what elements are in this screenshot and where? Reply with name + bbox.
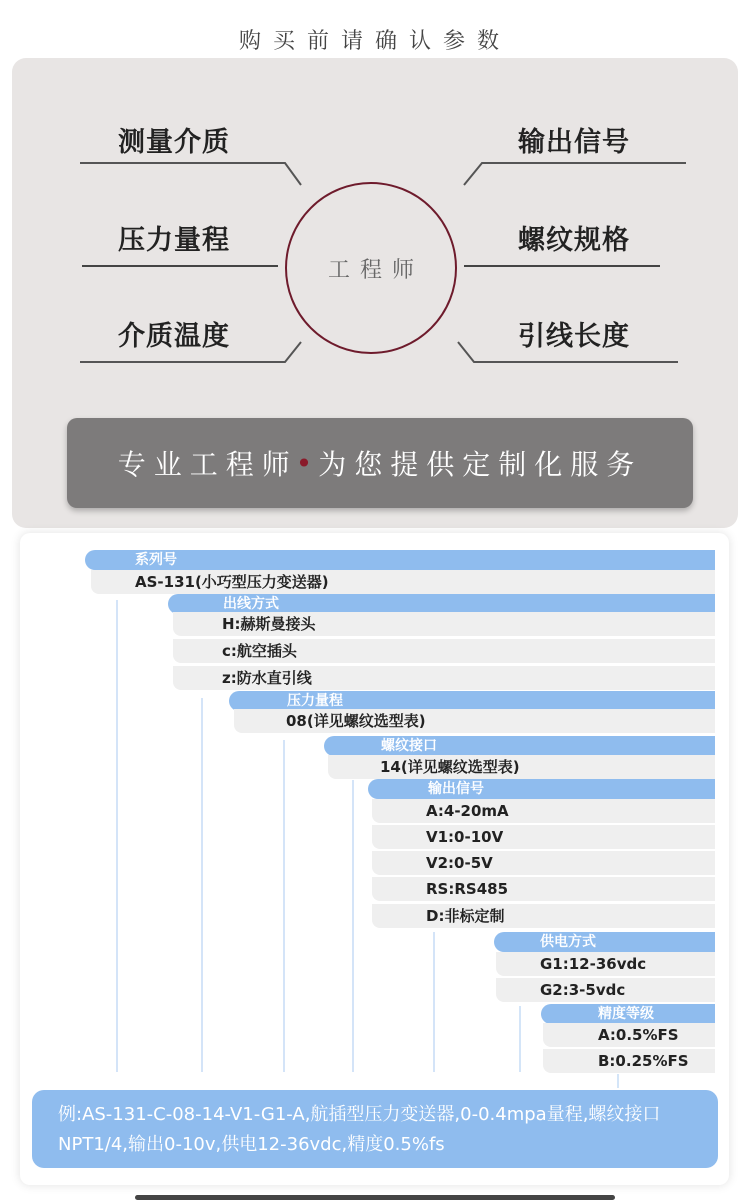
option-power-1: G2:3-5vdc <box>496 978 715 1002</box>
header-wiring: 出线方式 <box>168 594 715 614</box>
line-output-signal <box>464 163 686 185</box>
param-pressure-range: 压力量程 <box>118 225 230 256</box>
header-output-signal: 输出信号 <box>368 779 715 799</box>
option-wiring-1: c:航空插头 <box>173 639 715 663</box>
param-medium-temperature: 介质温度 <box>118 321 230 352</box>
option-power-0: G1:12-36vdc <box>496 952 715 976</box>
option-wiring-0: H:赫斯曼接头 <box>173 612 715 636</box>
header-thread: 螺纹接口 <box>324 736 715 756</box>
engineer-label: 工程师 <box>327 257 424 283</box>
option-accuracy-0: A:0.5%FS <box>543 1023 715 1047</box>
option-thread-0: 14(详见螺纹选型表) <box>328 755 715 779</box>
option-output-0: A:4-20mA <box>372 799 715 823</box>
option-output-4: D:非标定制 <box>372 904 715 928</box>
example-box <box>32 1090 718 1168</box>
banner-right-text: 为您提供定制化服务 <box>318 448 643 481</box>
example-line-2: NPT1/4,输出0-10v,供电12-36vdc,精度0.5%fs <box>58 1134 445 1155</box>
option-wiring-2: z:防水直引线 <box>173 666 715 690</box>
engineer-circle <box>285 182 457 354</box>
option-pressure-range-0: 08(详见螺纹选型表) <box>234 709 715 733</box>
banner-dot: • <box>295 446 313 480</box>
header-series: 系列号 <box>85 550 715 570</box>
service-banner <box>67 418 693 508</box>
param-lead-length: 引线长度 <box>518 321 630 352</box>
header-accuracy: 精度等级 <box>541 1004 715 1024</box>
option-accuracy-1: B:0.25%FS <box>543 1049 715 1073</box>
line-measure-medium <box>80 163 301 185</box>
param-measure-medium: 测量介质 <box>118 127 230 158</box>
header-power-supply: 供电方式 <box>494 932 715 952</box>
header-pressure-range: 压力量程 <box>229 691 715 711</box>
bottom-strip <box>135 1195 615 1200</box>
option-output-1: V1:0-10V <box>372 825 715 849</box>
option-output-3: RS:RS485 <box>372 877 715 901</box>
param-thread-spec: 螺纹规格 <box>518 225 630 256</box>
page-title: 购买前请确认参数 <box>238 29 511 54</box>
option-output-2: V2:0-5V <box>372 851 715 875</box>
option-series-0: AS-131(小巧型压力变送器) <box>91 570 715 594</box>
example-line-1: 例:AS-131-C-08-14-V1-G1-A,航插型压力变送器,0-0.4mpa量程,螺纹接口 <box>58 1104 661 1125</box>
banner-left-text: 专业工程师 <box>117 448 298 481</box>
param-output-signal: 输出信号 <box>518 127 630 158</box>
